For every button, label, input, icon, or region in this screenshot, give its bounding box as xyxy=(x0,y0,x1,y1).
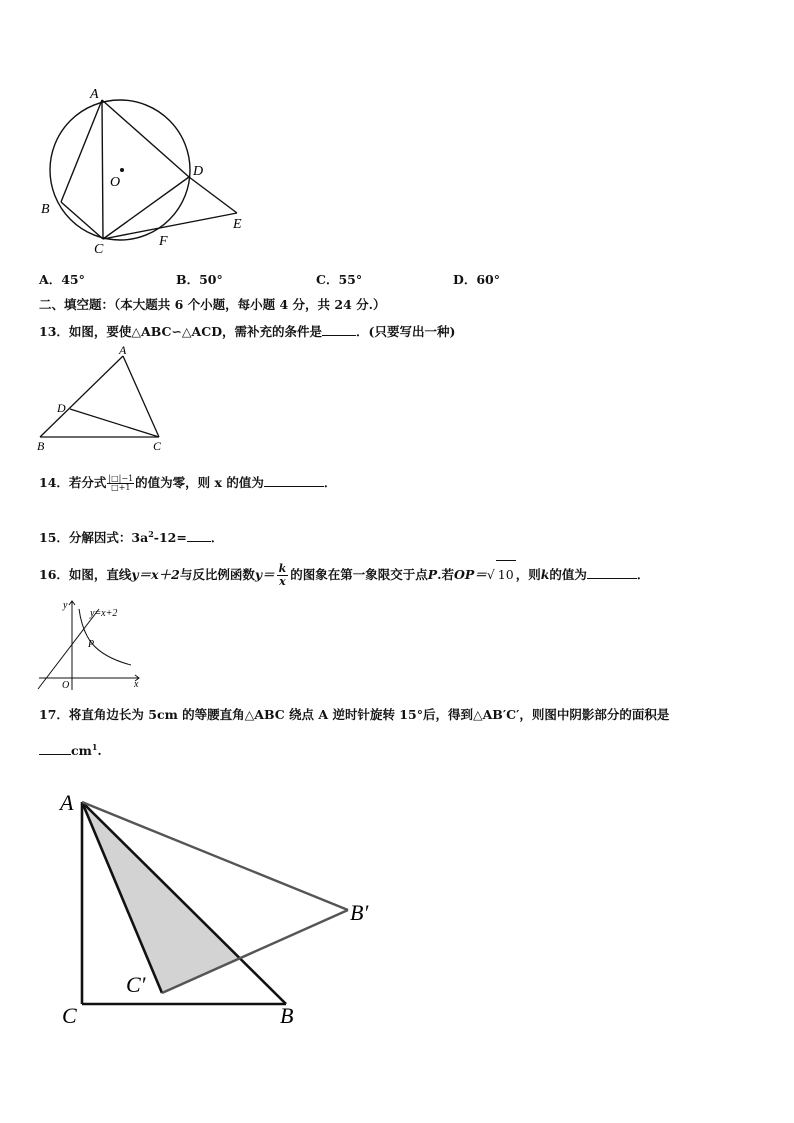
label-b-prime: B′ xyxy=(350,900,369,925)
label-p: P xyxy=(88,639,95,650)
label-a: A xyxy=(90,87,99,102)
question-17: 17．将直角边长为 5cm 的等腰直角△ABC 绕点 A 逆时针旋转 15°后，得到△AB′C′，则图中阴影部分的面积是 xyxy=(39,707,670,722)
label-o: O xyxy=(110,175,121,190)
question-16: 16．如图，直线y＝x＋2与反比例函数y＝ $\frac{k}{x}$ 的图象在第一象限交于点P.若OP＝√ 10 ，则k的值为 ． xyxy=(39,562,650,588)
label-o: O xyxy=(62,680,70,691)
label-b: B xyxy=(41,202,50,217)
choice-c: C．55° xyxy=(316,272,363,287)
question-17-continued: $cm^1$. xyxy=(39,739,102,759)
label-a: A xyxy=(60,790,74,815)
label-e: E xyxy=(233,217,242,232)
label-d: D xyxy=(193,164,204,179)
label-x: x xyxy=(134,679,139,690)
label-b: B xyxy=(37,439,45,453)
q13-triangle-figure xyxy=(35,342,170,454)
label-f: F xyxy=(159,234,168,249)
choice-b: B．50° xyxy=(176,272,223,287)
q12-circle-figure xyxy=(35,85,255,260)
label-c: C xyxy=(153,439,162,453)
shaded-region xyxy=(82,802,238,993)
q17-rotation-figure xyxy=(50,780,390,1040)
question-13: 13．如图，要使△ABC∽△ACD，需补充的条件是 ．(只要写出一种) xyxy=(39,324,456,339)
label-b: B xyxy=(280,1003,294,1028)
q16-graph-figure xyxy=(35,597,145,692)
section-heading: 二、填空题：（本大题共 6 个小题，每小题 4 分，共 24 分.） xyxy=(39,297,386,312)
label-d: D xyxy=(57,401,66,415)
question-15: 15．分解因式：$3a^2-12=$ ． xyxy=(39,529,224,546)
choice-a: A．45° xyxy=(39,272,85,287)
label-c: C xyxy=(94,242,104,257)
question-14: 14．若分式 $\frac{|□|-1}{□+1}$ 的值为零，则 x 的值为 ． xyxy=(39,474,337,492)
fraction-k-over-x: $\frac{k}{x}$ xyxy=(278,562,287,588)
choice-d: D．60° xyxy=(453,272,500,287)
label-c-prime: C′ xyxy=(126,972,146,997)
label-a: A xyxy=(119,343,127,357)
label-c: C xyxy=(62,1003,77,1028)
label-y: y xyxy=(63,600,68,611)
fraction: $\frac{|□|-1}{□+1}$ xyxy=(108,474,134,492)
center-dot xyxy=(120,168,124,172)
label-line: y=x+2 xyxy=(90,608,118,619)
